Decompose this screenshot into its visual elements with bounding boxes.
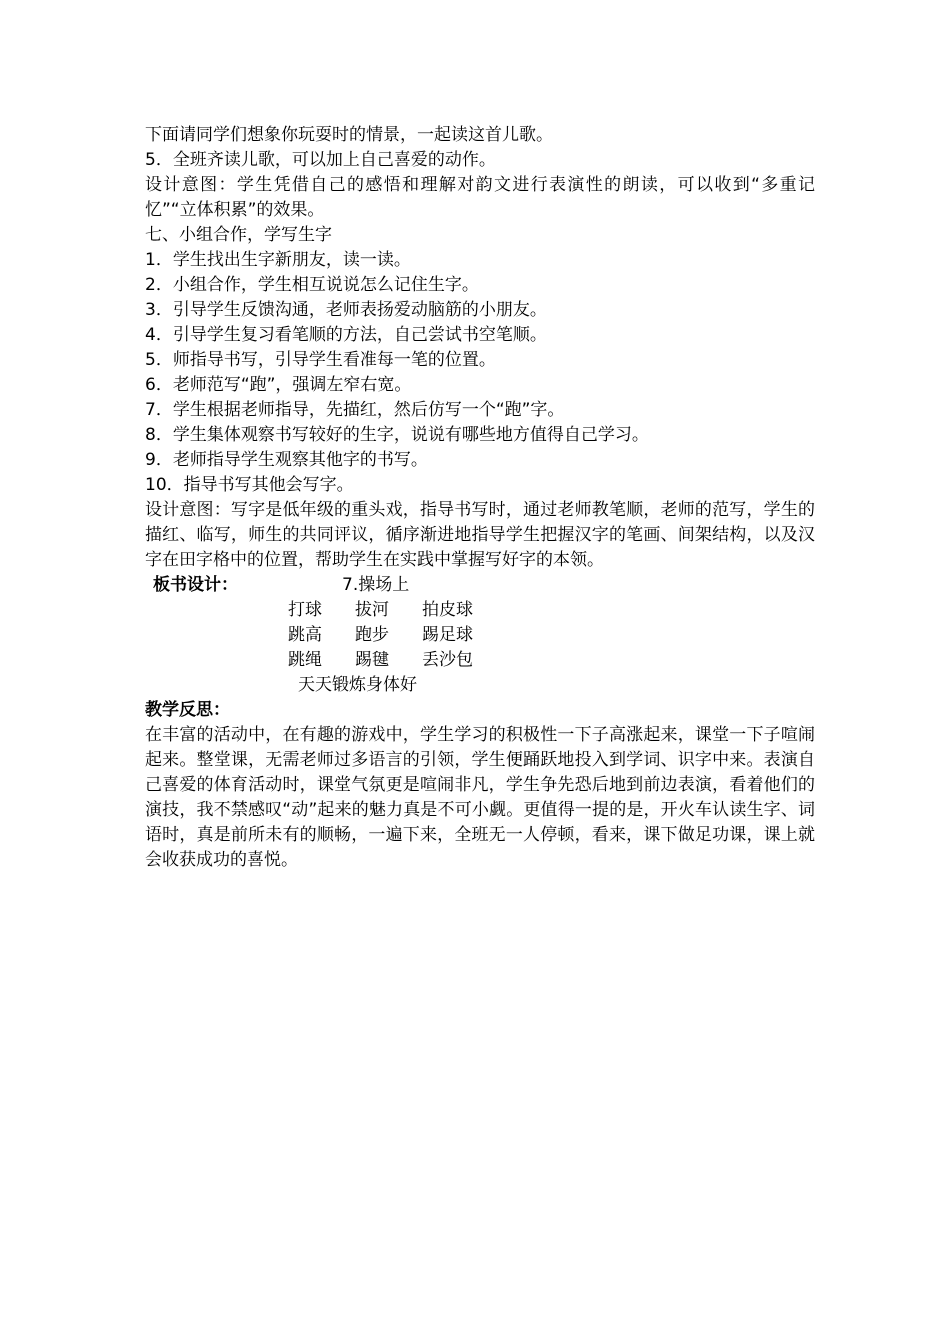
document-page <box>145 123 815 873</box>
section-7-step: 6．老师范写“跑”，强调左窄右宽。 <box>145 375 412 395</box>
section-7-step: 8．学生集体观察书写较好的生字，说说有哪些地方值得自己学习。 <box>145 425 649 445</box>
section-7-step: 1．学生找出生字新朋友，读一读。 <box>145 250 411 270</box>
section-7-step: 10．指导书写其他会写字。 <box>145 475 354 495</box>
board-motto: 天天锻炼身体好 <box>298 675 417 695</box>
board-design <box>145 573 815 698</box>
section-7-step: 7．学生根据老师指导，先描红，然后仿写一个“跑”字。 <box>145 400 565 420</box>
section-7-step: 9．老师指导学生观察其他字的书写。 <box>145 450 428 470</box>
section-7-title: 七、小组合作，学写生字 <box>145 225 332 245</box>
board-word: 打球 <box>288 600 322 620</box>
intro-design-intent: 设计意图：学生凭借自己的感悟和理解对韵文进行表演性的朗读，可以收到“多重记忆”“立体积累”的效果。 <box>145 175 815 220</box>
section-7-step: 4．引导学生复习看笔顺的方法，自己尝试书空笔顺。 <box>145 325 547 345</box>
board-row <box>288 598 473 623</box>
section-7-step: 2．小组合作，学生相互说说怎么记住生字。 <box>145 275 479 295</box>
board-heading: 板书设计： <box>153 575 238 595</box>
board-title: 7.操场上 <box>342 575 410 595</box>
board-word: 丢沙包 <box>422 650 473 670</box>
board-word: 跳绳 <box>288 650 322 670</box>
board-row <box>288 648 473 673</box>
board-word: 拍皮球 <box>422 600 473 620</box>
board-word: 踢毽 <box>355 650 389 670</box>
section-7-step: 3．引导学生反馈沟通，老师表扬爱动脑筋的小朋友。 <box>145 300 547 320</box>
reflection-body: 在丰富的活动中，在有趣的游戏中，学生学习的积极性一下子高涨起来，课堂一下子喧闹起来。整堂课，无需老师过多语言的引领，学生便踊跃地投入到学词、识字中来。表演自己喜爱的体育活动时，课堂气氛更是喧闹非凡，学生争先恐后地到前边表演，看着他们的演技，我不禁感叹“动”起来的魅力真是不可小觑。更值得一提的是，开火车认读生字、词语时，真是前所未有的顺畅，一遍下来，全班无一人停顿，看来，课下做足功课，课上就会收获成功的喜悦。 <box>145 725 815 870</box>
board-word: 跑步 <box>355 625 389 645</box>
intro-line: 下面请同学们想象你玩耍时的情景，一起读这首儿歌。 <box>145 125 553 145</box>
reflection-title: 教学反思： <box>145 700 230 720</box>
section-7-step: 5．师指导书写，引导学生看准每一笔的位置。 <box>145 350 496 370</box>
section-7-design-intent: 设计意图：写字是低年级的重头戏，指导书写时，通过老师教笔顺，老师的范写，学生的描红、临写，师生的共同评议，循序渐进地指导学生把握汉字的笔画、间架结构，以及汉字在田字格中的位置，帮助学生在实践中掌握写好字的本领。 <box>145 500 815 570</box>
intro-step-5: 5．全班齐读儿歌，可以加上自己喜爱的动作。 <box>145 150 496 170</box>
board-word: 拔河 <box>355 600 389 620</box>
board-row <box>288 623 473 648</box>
board-word: 踢足球 <box>422 625 473 645</box>
board-word: 跳高 <box>288 625 322 645</box>
